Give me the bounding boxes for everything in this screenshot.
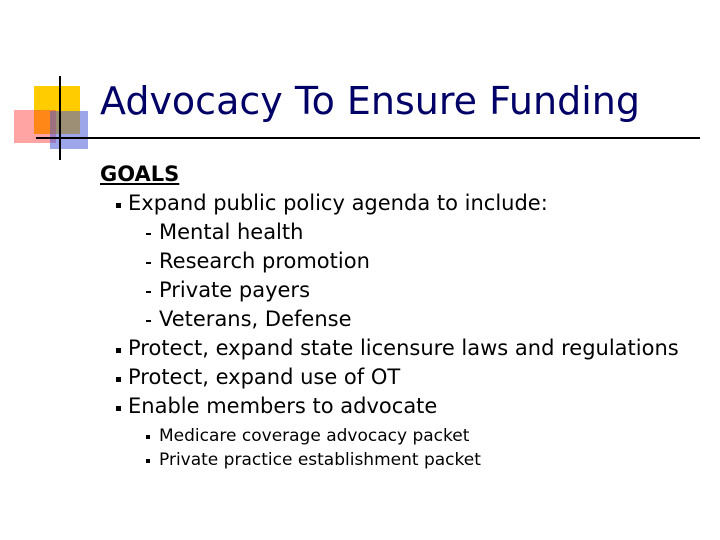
slide-body <box>100 160 700 472</box>
list-item-text: Veterans, Defense <box>159 307 352 331</box>
title-underline-rule <box>36 137 700 139</box>
dash-bullet-icon <box>146 291 151 293</box>
list-item-level2 <box>100 276 700 305</box>
list-item-level2 <box>100 247 700 276</box>
square-bullet-icon <box>116 203 121 208</box>
dash-bullet-icon <box>146 233 151 235</box>
list-item-level1 <box>100 334 700 363</box>
dash-bullet-icon <box>146 320 151 322</box>
list-item-level1 <box>100 392 700 421</box>
list-item-level1 <box>100 363 700 392</box>
list-item-text: Enable members to advocate <box>128 394 438 418</box>
list-item-text: Medicare coverage advocacy packet <box>159 426 470 446</box>
list-item-text: Mental health <box>159 220 304 244</box>
decorative-vertical-line <box>59 76 61 160</box>
list-item-level2 <box>100 305 700 334</box>
list-item-text: Expand public policy agenda to include: <box>128 191 548 215</box>
small-square-bullet-icon <box>146 459 150 463</box>
dash-bullet-icon <box>146 262 151 264</box>
square-bullet-icon <box>116 348 121 353</box>
decorative-blue-square <box>50 111 88 149</box>
list-item-level3 <box>100 424 700 448</box>
list-item-text: Private payers <box>159 278 311 302</box>
small-square-bullet-icon <box>146 435 150 439</box>
list-item-text: Private practice establishment packet <box>159 450 481 470</box>
square-bullet-icon <box>116 406 121 411</box>
goals-heading: GOALS <box>100 162 180 186</box>
list-item-level1 <box>100 189 700 218</box>
list-item-level3 <box>100 448 700 472</box>
list-item-text: Research promotion <box>159 249 370 273</box>
slide-title: Advocacy To Ensure Funding <box>100 79 640 123</box>
square-bullet-icon <box>116 377 121 382</box>
list-item-text: Protect, expand state licensure laws and regulations <box>128 336 679 360</box>
list-item-level2 <box>100 218 700 247</box>
list-item-text: Protect, expand use of OT <box>128 365 401 389</box>
